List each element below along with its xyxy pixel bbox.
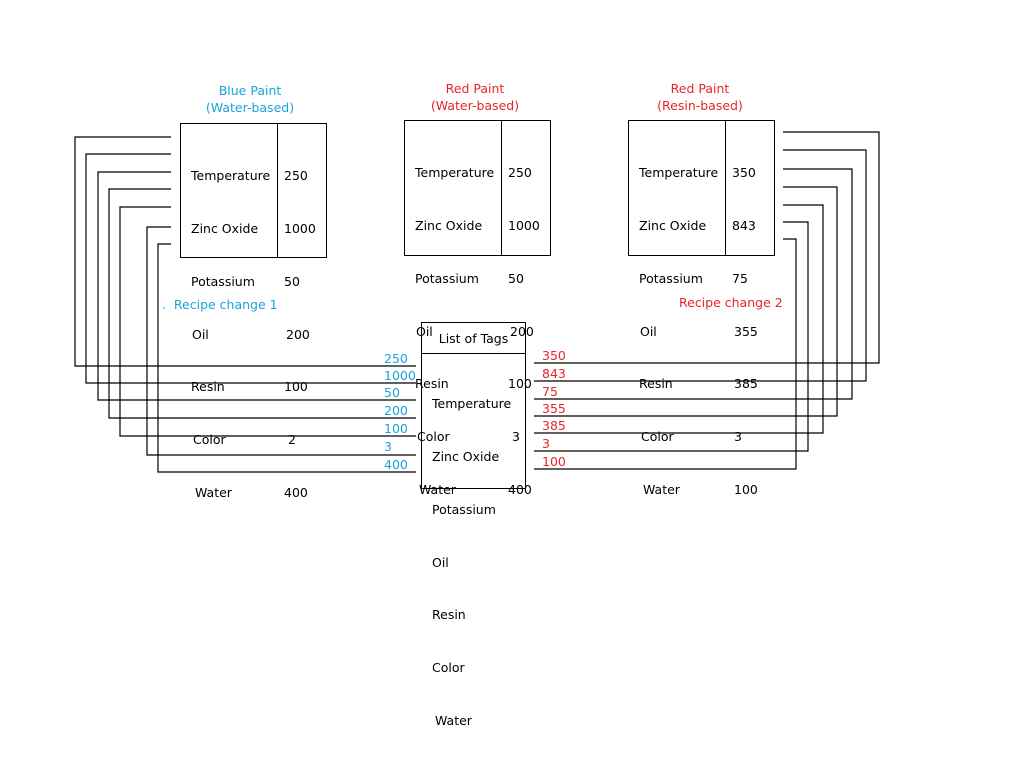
value-temperature: 250	[284, 168, 308, 184]
blue-feed-value: 200	[384, 403, 408, 418]
blue-paint-title-line2: (Water-based)	[205, 100, 295, 115]
red-feed-value: 355	[542, 401, 566, 416]
connector-red-oil	[534, 187, 837, 416]
tag-temperature: Temperature	[415, 165, 495, 181]
value-zinc-oxide: 1000	[508, 217, 540, 233]
connector-red-potassium	[534, 169, 852, 399]
value-oil: 355	[734, 323, 758, 339]
tag-color: Color	[193, 432, 226, 448]
blue-feed-value: 250	[384, 351, 408, 366]
tag-oil: Oil	[640, 323, 657, 339]
red-resin-paint-title-line2: (Resin-based)	[657, 98, 743, 113]
tag-resin: Resin	[415, 376, 449, 392]
tag-potassium: Potassium	[415, 270, 479, 286]
connector-blue-color	[147, 227, 416, 455]
red-feed-value: 350	[542, 348, 566, 363]
value-temperature: 350	[732, 165, 756, 181]
tag-zinc-oxide: Zinc Oxide	[415, 217, 483, 233]
tag-list-item: Oil	[432, 554, 449, 570]
tag-oil: Oil	[416, 323, 433, 339]
value-water: 400	[508, 481, 532, 497]
value-potassium: 75	[732, 270, 748, 286]
blue-feed-value: 400	[384, 457, 408, 472]
connector-blue-water	[158, 244, 416, 472]
tag-list-item: Resin	[432, 607, 466, 623]
connector-blue-temperature	[75, 137, 416, 366]
tag-water: Water	[643, 481, 680, 497]
tag-zinc-oxide: Zinc Oxide	[191, 220, 259, 236]
connector-red-temperature	[534, 132, 879, 363]
value-zinc-oxide: 843	[732, 217, 756, 233]
red-feed-value: 3	[542, 436, 550, 451]
red-water-paint-title-line2: (Water-based)	[430, 98, 520, 113]
value-potassium: 50	[284, 273, 300, 289]
tag-potassium: Potassium	[639, 270, 703, 286]
red-feed-value: 75	[542, 384, 558, 399]
blue-feed-value: 100	[384, 421, 408, 436]
recipe-change-1-caption: . Recipe change 1	[162, 297, 278, 312]
value-oil: 200	[286, 326, 310, 342]
tag-list-item: Color	[432, 660, 465, 676]
red-feed-value: 843	[542, 366, 566, 381]
connector-red-color	[534, 222, 808, 451]
value-color: 3	[512, 429, 520, 445]
recipe-change-2-caption: Recipe change 2	[679, 295, 783, 310]
red-feed-value: 385	[542, 418, 566, 433]
tag-list-item: Potassium	[432, 501, 496, 517]
tag-potassium: Potassium	[191, 273, 255, 289]
blue-feed-value: 1000	[384, 368, 416, 383]
red-resin-paint-title-line1: Red Paint	[670, 81, 730, 96]
value-water: 400	[284, 484, 308, 500]
blue-feed-value: 3	[384, 439, 392, 454]
connector-red-zinc-oxide	[534, 150, 866, 381]
tag-list-item: Temperature	[432, 396, 512, 412]
tag-list-separator	[422, 353, 525, 354]
connector-red-water	[534, 239, 796, 469]
red-feed-value: 100	[542, 454, 566, 469]
value-color: 3	[734, 429, 742, 445]
tag-resin: Resin	[191, 379, 225, 395]
tag-temperature: Temperature	[191, 168, 271, 184]
value-zinc-oxide: 1000	[284, 220, 316, 236]
blue-recipe-connectors	[75, 137, 416, 472]
tag-list-item: Zinc Oxide	[432, 448, 500, 464]
red-water-paint-title-line1: Red Paint	[445, 81, 505, 96]
connector-blue-oil	[109, 189, 416, 418]
tag-resin: Resin	[639, 376, 673, 392]
tag-list-items	[432, 360, 511, 765]
value-water: 100	[734, 481, 758, 497]
tag-list-item: Water	[435, 712, 472, 728]
value-resin: 100	[284, 379, 308, 395]
tag-color: Color	[417, 429, 450, 445]
tag-water: Water	[419, 481, 456, 497]
value-resin: 100	[508, 376, 532, 392]
value-resin: 385	[734, 376, 758, 392]
tag-oil: Oil	[192, 326, 209, 342]
tag-list-title: List of Tags	[438, 331, 509, 346]
value-color: 2	[288, 432, 296, 448]
blue-feed-value: 50	[384, 385, 400, 400]
blue-paint-title-line1: Blue Paint	[218, 83, 282, 98]
value-temperature: 250	[508, 165, 532, 181]
connector-blue-resin	[120, 207, 416, 436]
tag-water: Water	[195, 484, 232, 500]
value-oil: 200	[510, 323, 534, 339]
value-potassium: 50	[508, 270, 524, 286]
tag-temperature: Temperature	[639, 165, 719, 181]
tag-zinc-oxide: Zinc Oxide	[639, 217, 707, 233]
red-recipe-connectors	[534, 132, 879, 469]
tag-color: Color	[641, 429, 674, 445]
connector-blue-zinc-oxide	[86, 154, 416, 383]
